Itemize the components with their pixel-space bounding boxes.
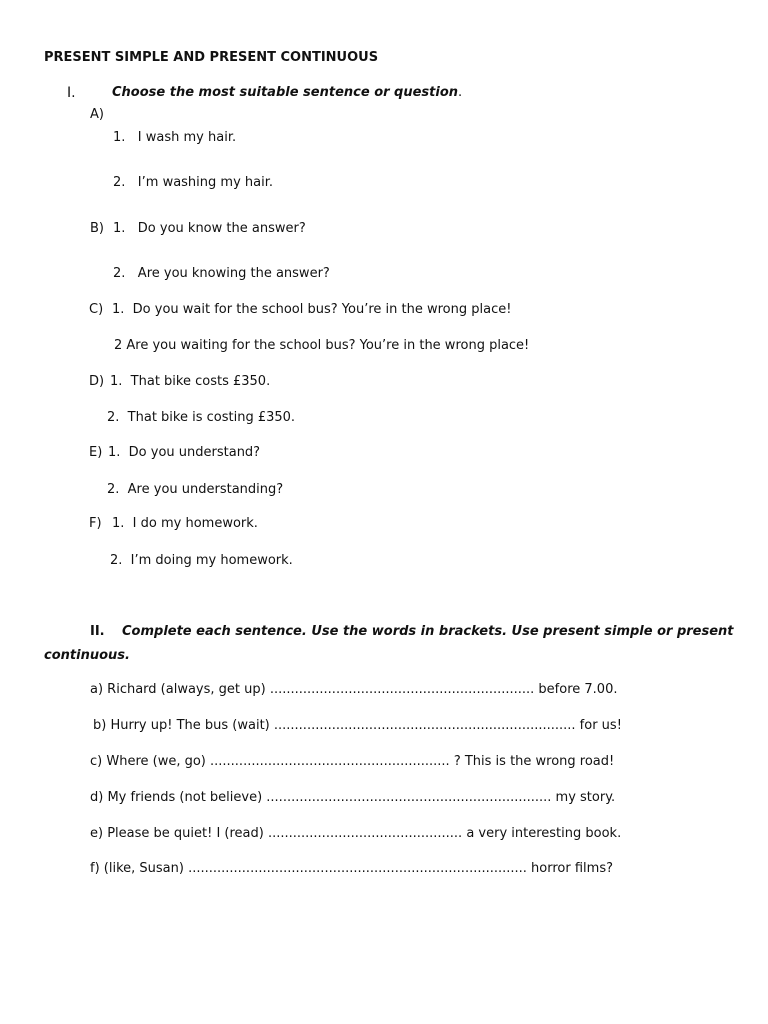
item-e-option-2: 2. Are you understanding? <box>107 482 284 497</box>
item-c-letter: C) <box>89 302 104 317</box>
exercise-item-d: d) My friends (not believe) ..................................................................... my story. <box>90 790 616 805</box>
item-d-option-1: 1. That bike costs £350. <box>110 374 271 389</box>
section1-instruction-period: . <box>458 85 463 100</box>
exercise-item-e: e) Please be quiet! I (read) ............................................... a very interesting book. <box>90 826 622 841</box>
section2-instruction-line2: continuous. <box>44 648 130 663</box>
page-title: PRESENT SIMPLE AND PRESENT CONTINUOUS <box>44 50 379 65</box>
item-f-option-2: 2. I’m doing my homework. <box>110 553 293 568</box>
item-b-letter: B) <box>90 221 104 236</box>
section1-instruction-text: Choose the most suitable sentence or question <box>112 85 459 100</box>
exercise-item-c: c) Where (we, go) .......................................................... ? This is the wrong road! <box>90 754 615 769</box>
exercise-item-a: a) Richard (always, get up) ................................................................ before 7.00. <box>90 682 618 697</box>
item-e-option-1: 1. Do you understand? <box>108 445 261 460</box>
item-a-option-2: 2. I’m washing my hair. <box>113 175 273 190</box>
item-d-letter: D) <box>89 374 105 389</box>
item-b-option-1: 1. Do you know the answer? <box>113 221 306 236</box>
section1-instruction <box>112 85 462 101</box>
item-e-letter: E) <box>89 445 103 460</box>
item-d-option-2: 2. That bike is costing £350. <box>107 410 296 425</box>
section2-numeral: II. <box>90 624 105 639</box>
item-f-option-1: 1. I do my homework. <box>112 516 258 531</box>
section2-instruction-line1: Complete each sentence. Use the words in brackets. Use present simple or present <box>122 624 734 639</box>
section1-numeral: I. <box>67 85 76 101</box>
item-a-option-1: 1. I wash my hair. <box>113 130 237 145</box>
exercise-item-f: f) (like, Susan) .................................................................................. horror films? <box>90 861 613 876</box>
item-c-option-1: 1. Do you wait for the school bus? You’re in the wrong place! <box>112 302 512 317</box>
item-b-option-2: 2. Are you knowing the answer? <box>113 266 330 281</box>
item-a-letter: A) <box>90 107 104 122</box>
exercise-item-b: b) Hurry up! The bus (wait) ......................................................................... for us! <box>93 718 622 733</box>
item-c-option-2: 2 Are you waiting for the school bus? You’re in the wrong place! <box>114 338 530 353</box>
item-f-letter: F) <box>89 516 102 531</box>
